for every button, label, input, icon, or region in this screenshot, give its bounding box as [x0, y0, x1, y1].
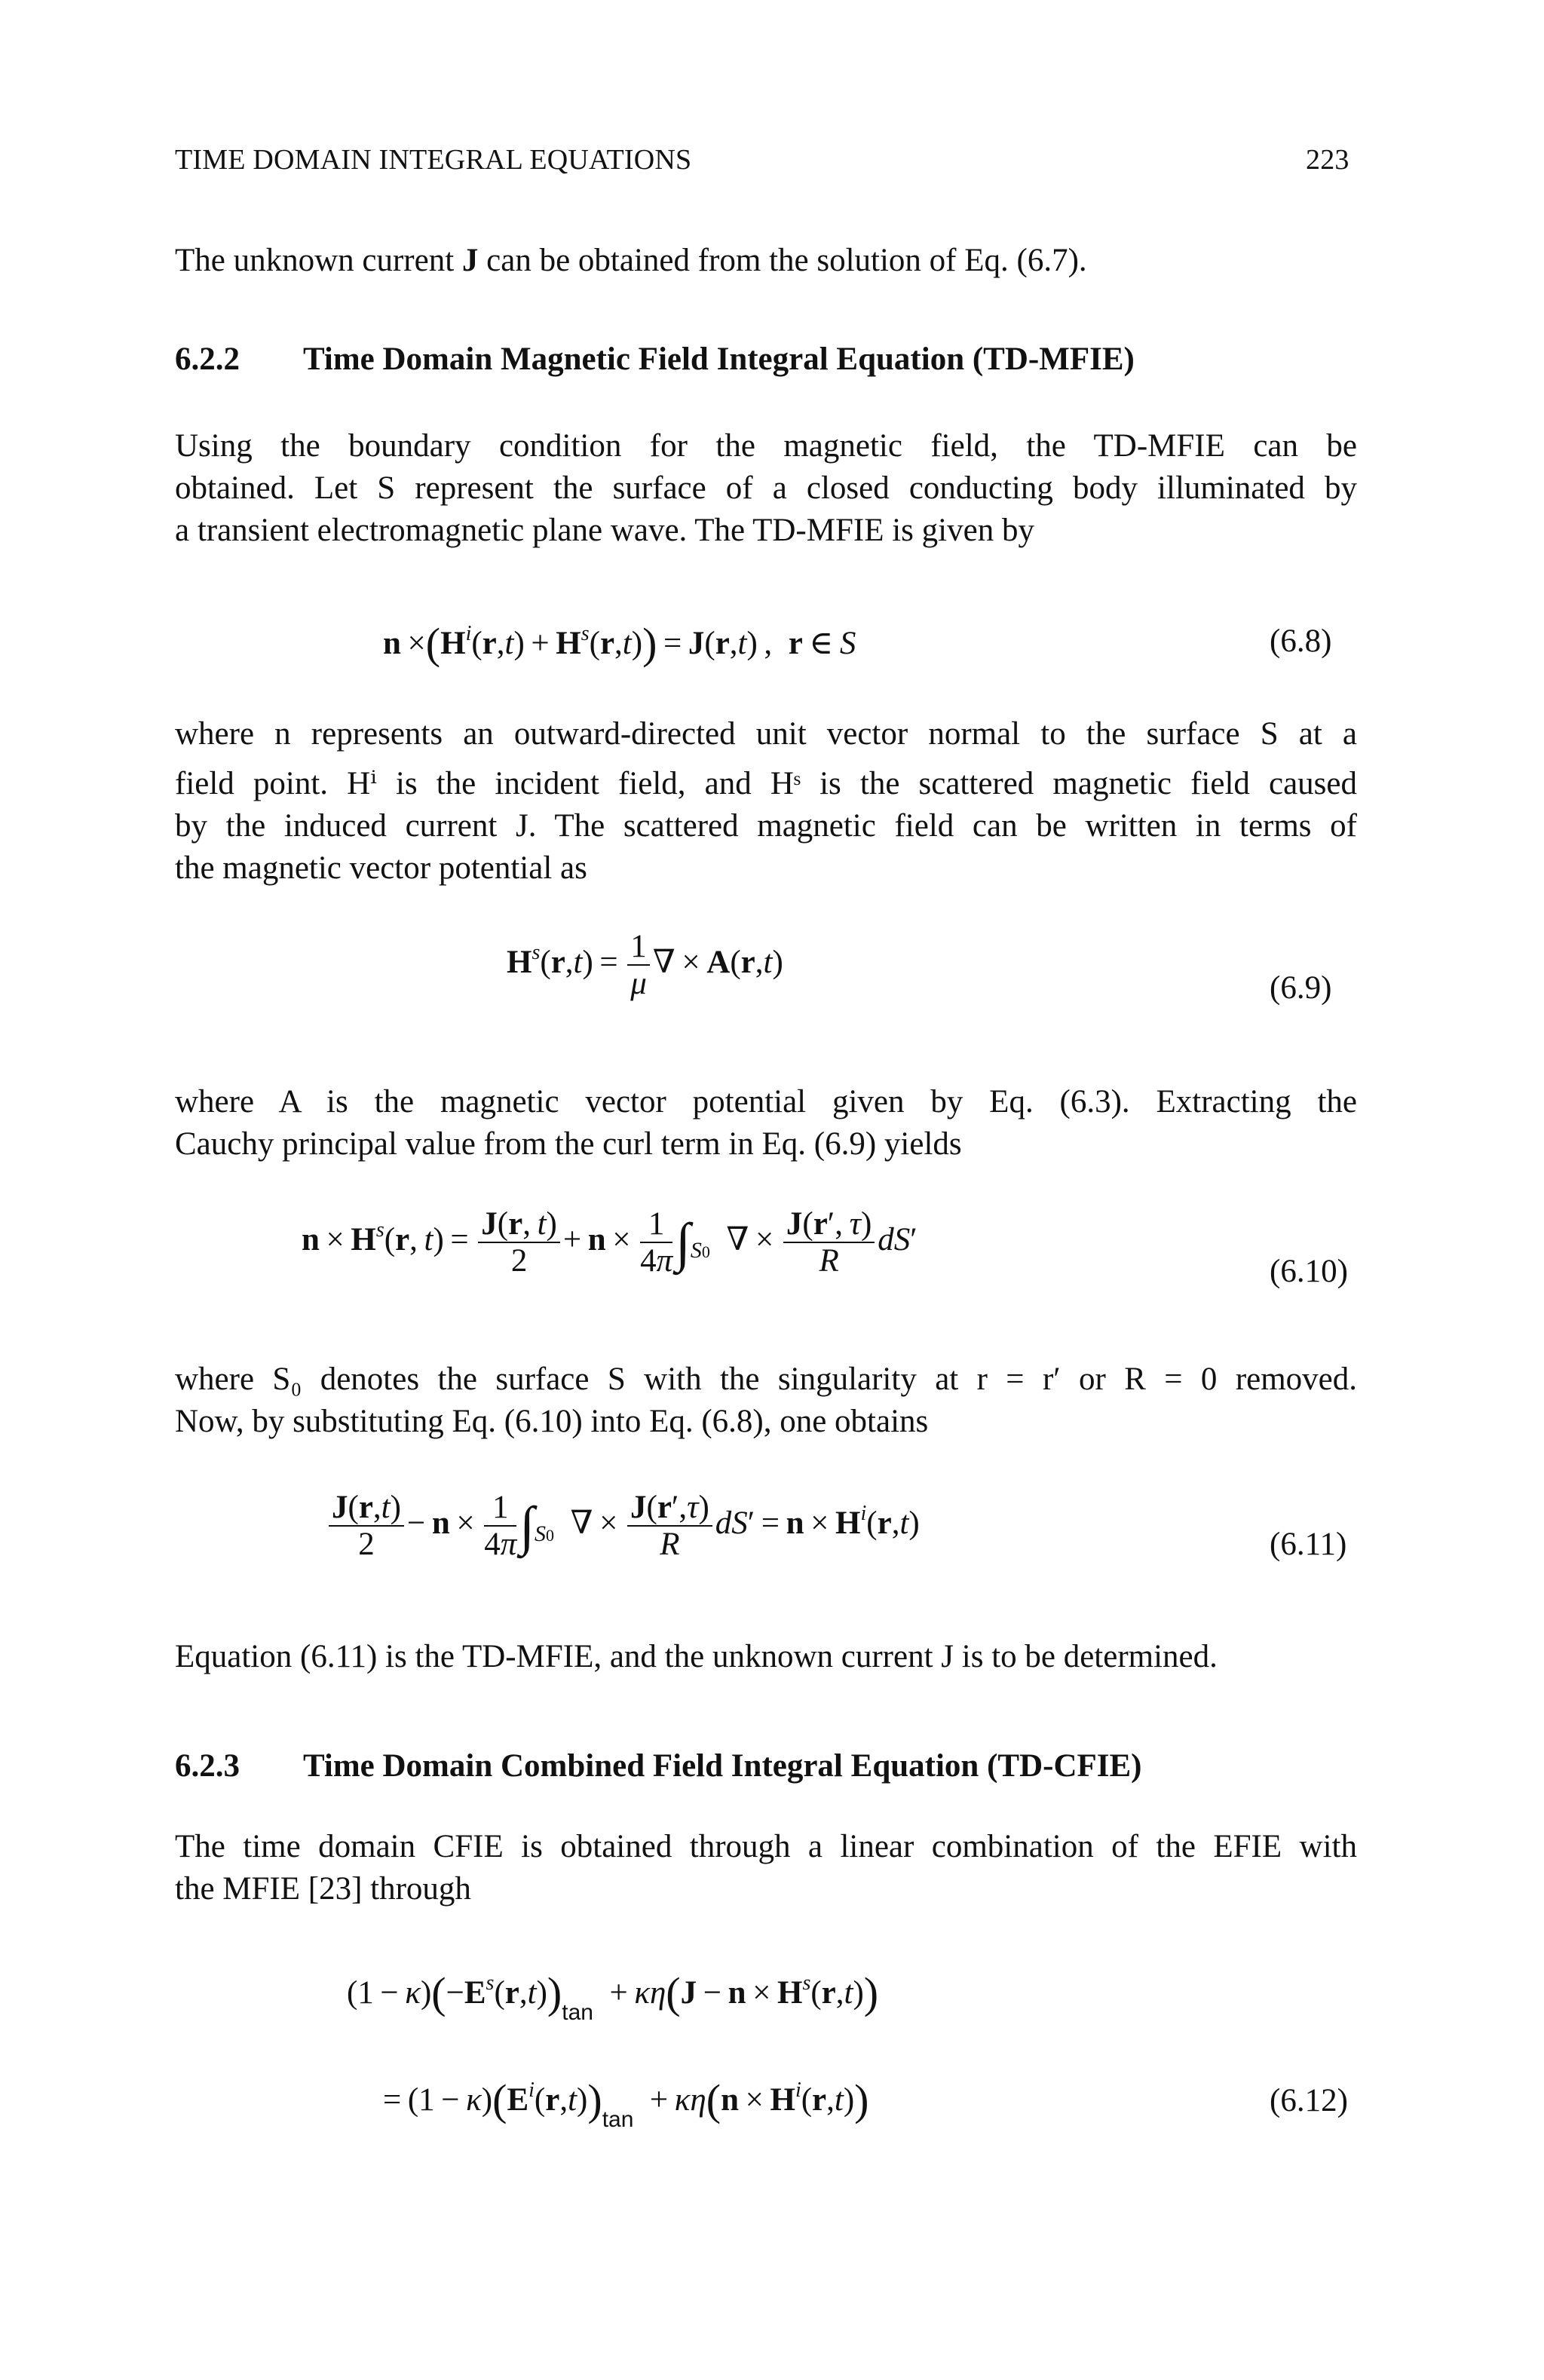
equation-number: (6.8) — [1270, 623, 1332, 659]
paragraph-4 — [175, 1358, 1357, 1443]
intro-sentence — [175, 240, 1087, 282]
paragraph-line: the MFIE [23] through — [175, 1871, 471, 1907]
equation-number: (6.9) — [1270, 970, 1332, 1006]
paragraph-3 — [175, 1081, 1357, 1165]
paragraph-line: the magnetic vector potential as — [175, 850, 587, 886]
equation-number: (6.11) — [1270, 1527, 1347, 1562]
paragraph-2 — [175, 713, 1357, 890]
page-number: 223 — [1306, 144, 1349, 176]
equation-6-11: $\frac{J(r,t)}{2}$ − n × $\frac{1}{4\pi}$ $\int_{S0}$ ∇ × $\frac{J(r',\tau)}{R}$ $dS' = n \times H^i(r,t)$ — [326, 1490, 920, 1563]
intro-sentence-text: The unknown current J can be obtained from the solution of Eq. (6.7). — [175, 243, 1087, 278]
paragraph-line: by the induced current J. The scattered magnetic field can be written in terms of — [175, 808, 1357, 844]
paragraph-line: where A is the magnetic vector potential given by Eq. (6.3). Extracting the — [175, 1084, 1357, 1120]
paragraph-line: Using the boundary condition for the magnetic field, the TD-MFIE can be — [175, 428, 1357, 464]
section-number: 6.2.2 — [175, 342, 240, 377]
equation-6-12-line-2: = $(1 - \kappa)(E^i(r,t))_{tan}$ + $\kappa\eta(n \times H^i(r,t))$ — [383, 2075, 869, 2132]
paragraph-line: a transient electromagnetic plane wave. The TD-MFIE is given by — [175, 513, 1034, 548]
paragraph-line: where S₀ denotes the surface S with the singularity at r = r′ or R = 0 removed. — [175, 1362, 1357, 1397]
equation-6-12-line-1: $(1 - \kappa)(-E^s(r,t))_{tan}$ + $\kappa\eta(J - n \times H^s(r,t))$ — [347, 1968, 879, 2025]
running-title: TIME DOMAIN INTEGRAL EQUATIONS — [175, 144, 692, 176]
paragraph-1 — [175, 425, 1357, 552]
equation-number: (6.12) — [1270, 2083, 1348, 2118]
equation-6-10: $n \times H^s(r$, t) = $\frac{J(r, t)}{2}$ + n × $\frac{1}{4\pi}$ $\int_{S0}$ ∇ × $\frac{J(r', \tau)}{R}$ dS′ — [302, 1206, 918, 1279]
section-title: Time Domain Combined Field Integral Equation (TD-CFIE) — [303, 1748, 1142, 1784]
paragraph-line: The time domain CFIE is obtained through a linear combination of the EFIE with — [175, 1829, 1357, 1864]
paragraph-line: field point. Hⁱ is the incident field, and Hˢ is the scattered magnetic field caused — [175, 766, 1357, 801]
section-number: 6.2.3 — [175, 1748, 240, 1784]
paragraph-line: Now, by substituting Eq. (6.10) into Eq. (6.8), one obtains — [175, 1404, 929, 1439]
section-title: Time Domain Magnetic Field Integral Equation (TD-MFIE) — [303, 342, 1135, 377]
section-heading-6-2-3 — [175, 1747, 1142, 1784]
paragraph-5 — [175, 1636, 1357, 1678]
equation-6-9: $H^s(r,t)$ = $\frac{1}{\mu}$ ∇ × A(r,t) — [507, 929, 783, 1002]
paragraph-6 — [175, 1826, 1357, 1910]
paragraph-line: obtained. Let S represent the surface of a closed conducting body illuminated by — [175, 470, 1357, 506]
equation-6-8: $n \times(H^i(r,t) + H^s(r,t)) = J(r,t)$ , r ∈ S — [383, 619, 856, 668]
paragraph-line: where n represents an outward-directed unit vector normal to the surface S at a — [175, 716, 1357, 752]
paragraph-line: Cauchy principal value from the curl term in Eq. (6.9) yields — [175, 1126, 962, 1162]
section-heading-6-2-2 — [175, 341, 1135, 378]
paragraph-line: Equation (6.11) is the TD-MFIE, and the unknown current J is to be determined. — [175, 1639, 1218, 1674]
equation-number: (6.10) — [1270, 1254, 1348, 1289]
